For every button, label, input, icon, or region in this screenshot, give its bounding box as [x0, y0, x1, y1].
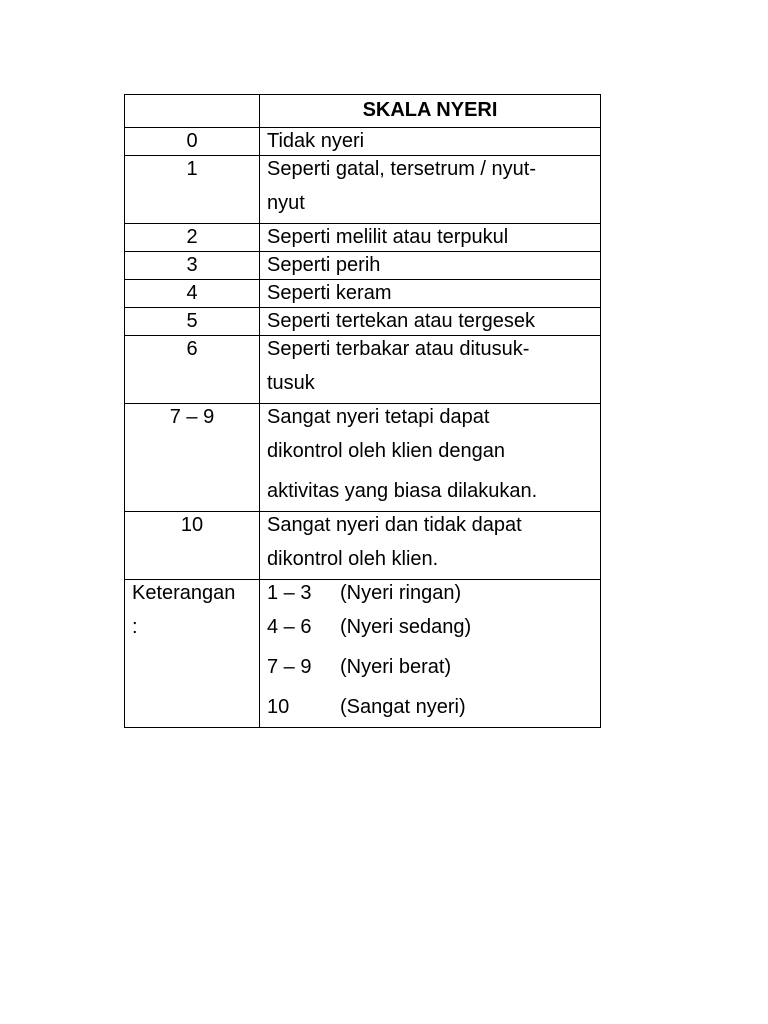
description-line: dikontrol oleh klien.: [267, 548, 439, 570]
description-line: Seperti terbakar atau ditusuk-: [267, 338, 530, 360]
pain-level: 0: [125, 128, 260, 156]
description-line: Sangat nyeri tetapi dapat: [267, 406, 490, 428]
table-title: SKALA NYERI: [260, 95, 601, 128]
table-row: [125, 404, 601, 512]
table-row: [125, 280, 601, 308]
legend-row: [125, 580, 601, 728]
table-row: [125, 224, 601, 252]
legend-range: 10: [267, 696, 290, 718]
pain-level: 10: [125, 512, 260, 580]
table-row: [125, 128, 601, 156]
pain-description: [260, 404, 601, 512]
pain-level: 4: [125, 280, 260, 308]
description-line: Seperti keram: [267, 282, 392, 304]
description-line: Sangat nyeri dan tidak dapat: [267, 514, 522, 536]
pain-level: 5: [125, 308, 260, 336]
pain-level: 7 – 9: [125, 404, 260, 512]
legend-range: 4 – 6: [267, 616, 312, 638]
description-line: tusuk: [267, 372, 315, 394]
description-line: nyut: [267, 192, 305, 214]
table-row: [125, 156, 601, 224]
pain-level: 1: [125, 156, 260, 224]
legend-label-line: Keterangan: [132, 582, 236, 604]
legend-item: [267, 687, 593, 727]
pain-level: 2: [125, 224, 260, 252]
description-line: aktivitas yang biasa dilakukan.: [267, 480, 538, 502]
description-line: Seperti perih: [267, 254, 381, 276]
pain-description: [260, 128, 601, 156]
pain-level: 6: [125, 336, 260, 404]
legend-category: (Nyeri sedang): [340, 616, 472, 638]
pain-description: [260, 308, 601, 336]
pain-scale-table: [124, 94, 601, 728]
description-line: Seperti melilit atau terpukul: [267, 226, 509, 248]
table-row: [125, 336, 601, 404]
legend-category: (Nyeri ringan): [340, 582, 462, 604]
legend-category: (Nyeri berat): [340, 656, 452, 678]
pain-level: 3: [125, 252, 260, 280]
description-line: dikontrol oleh klien dengan: [267, 440, 505, 462]
description-line: Seperti gatal, tersetrum / nyut-: [267, 158, 537, 180]
pain-description: [260, 336, 601, 404]
table-header-row: [125, 95, 601, 128]
legend-items: [260, 580, 601, 728]
legend-item: [267, 647, 593, 687]
legend-item: [267, 580, 593, 607]
legend-category: (Sangat nyeri): [340, 696, 466, 718]
legend-range: 7 – 9: [267, 656, 312, 678]
pain-description: [260, 512, 601, 580]
header-empty-cell: [125, 95, 260, 128]
pain-description: [260, 252, 601, 280]
pain-description: [260, 280, 601, 308]
pain-description: [260, 224, 601, 252]
legend-label-line: :: [132, 616, 138, 638]
description-line: Seperti tertekan atau tergesek: [267, 310, 535, 332]
table-row: [125, 512, 601, 580]
table-row: [125, 308, 601, 336]
pain-description: [260, 156, 601, 224]
legend-label: [125, 580, 260, 728]
table-row: [125, 252, 601, 280]
description-line: Tidak nyeri: [267, 130, 365, 152]
legend-range: 1 – 3: [267, 582, 312, 604]
legend-item: [267, 607, 593, 647]
